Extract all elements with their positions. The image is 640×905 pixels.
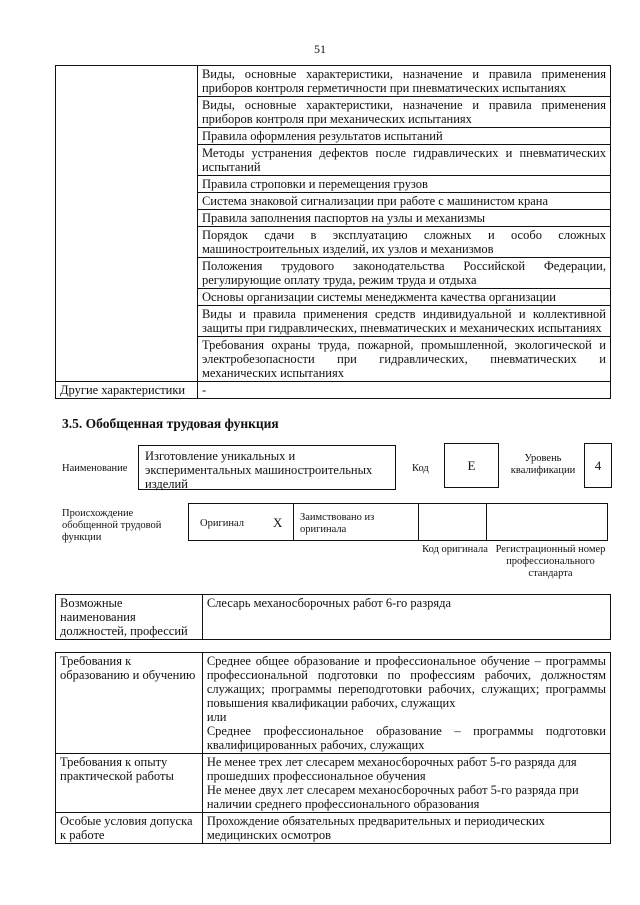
function-name: Изготовление уникальных и экспериментальных машиностроительных изделий	[145, 449, 373, 491]
knowledge-table	[55, 65, 611, 399]
table-row	[56, 595, 611, 640]
knowledge-item: Порядок сдачи в эксплуатацию сложных и особо сложных машиностроительных изделий, их узлов и механизмов	[197, 227, 610, 258]
origin-table	[188, 503, 608, 541]
knowledge-item: Виды и правила применения средств индивидуальной и коллективной защиты при гидравлических, пневматических и механических испытаниях	[197, 306, 610, 337]
code-value: E	[467, 457, 476, 473]
origin-top-line	[188, 503, 608, 504]
knowledge-item: Виды, основные характеристики, назначение и правила применения приборов контроля при механических испытаниях	[197, 97, 610, 128]
requirement-label: Особые условия допуска к работе	[56, 813, 203, 844]
code-box	[444, 443, 499, 488]
requirement-label: Требования к опыту практической работы	[56, 754, 203, 813]
table-row	[56, 653, 611, 754]
knowledge-item: Правила оформления результатов испытаний	[197, 128, 610, 145]
requirement-line: Не менее трех лет слесарем механосборочных работ 5-го разряда для прошедших профессиональное обучения	[206, 755, 577, 783]
knowledge-item: Положения трудового законодательства Российской Федерации, регулирующие оплату труда, режим труда и отдыха	[197, 258, 610, 289]
requirement-line: Среднее профессиональное образование – программы подготовки квалифицированных рабочих, служащих	[206, 724, 606, 752]
level-value: 4	[594, 457, 602, 473]
level-label: Уровень квалификации	[510, 453, 576, 476]
requirement-content	[202, 754, 610, 813]
table-row	[56, 66, 611, 97]
knowledge-item: Виды, основные характеристики, назначение и правила применения приборов контроля герметичности при пневматических испытаниях	[197, 66, 610, 97]
code-original-caption: Код оригинала	[422, 544, 488, 555]
function-name-box	[138, 445, 396, 490]
origin-bottom-line	[188, 540, 608, 541]
origin-divider	[293, 503, 294, 541]
name-label: Наименование	[62, 463, 128, 474]
origin-divider	[486, 503, 487, 541]
requirement-line: Прохождение обязательных предварительных и периодических медицинских осмотров	[206, 814, 545, 842]
knowledge-item: Основы организации системы менеджмента качества организации	[197, 289, 610, 306]
knowledge-item: Правила строповки и перемещения грузов	[197, 176, 610, 193]
origin-label: Происхождение обобщенной трудовой функции	[62, 508, 162, 543]
origin-divider	[607, 503, 608, 541]
requirements-table	[55, 652, 611, 844]
original-label: Оригинал	[200, 518, 244, 529]
origin-divider	[418, 503, 419, 541]
reg-number-caption: Регистрационный номер профессионального стандарта	[495, 544, 606, 579]
knowledge-label-cell	[56, 66, 198, 382]
positions-label: Возможные наименования должностей, профессий	[56, 595, 203, 640]
knowledge-item: Требования охраны труда, пожарной, промышленной, экологической и электробезопасности при гидравлических, пневматических и механических испытаниях	[197, 337, 610, 382]
page-number: 51	[314, 42, 326, 56]
knowledge-item: Система знаковой сигнализации при работе с машинистом крана	[197, 193, 610, 210]
requirement-content	[202, 813, 610, 844]
requirement-label: Требования к образованию и обучению	[56, 653, 203, 754]
requirement-line: Среднее общее образование и профессиональное обучение – программы профессиональной подготовки по профессиям рабочих, должностям служащих; программы переподготовки рабочих, служащих; программы повышения квалификации рабочих, служащих	[206, 654, 606, 710]
table-row	[56, 382, 611, 399]
borrowed-label: Заимствовано из оригинала	[300, 512, 375, 535]
requirement-line: или	[206, 710, 227, 724]
section-title: 3.5. Обобщенная трудовая функция	[62, 416, 279, 431]
origin-divider	[188, 503, 189, 541]
positions-value: Слесарь механосборочных работ 6-го разряда	[202, 595, 610, 640]
requirement-content	[202, 653, 610, 754]
original-mark: X	[273, 515, 283, 530]
knowledge-item: Правила заполнения паспортов на узлы и механизмы	[197, 210, 610, 227]
level-box	[584, 443, 612, 488]
requirement-line: Не менее двух лет слесарем механосборочных работ 5-го разряда при наличии среднего профессионального образования	[206, 783, 579, 811]
knowledge-item: Методы устранения дефектов после гидравлических и пневматических испытаний	[197, 145, 610, 176]
other-characteristics-label: Другие характеристики	[56, 382, 198, 399]
positions-table	[55, 594, 611, 640]
table-row	[56, 813, 611, 844]
table-row	[56, 754, 611, 813]
code-label: Код	[412, 463, 429, 474]
other-characteristics-value: -	[197, 382, 610, 399]
